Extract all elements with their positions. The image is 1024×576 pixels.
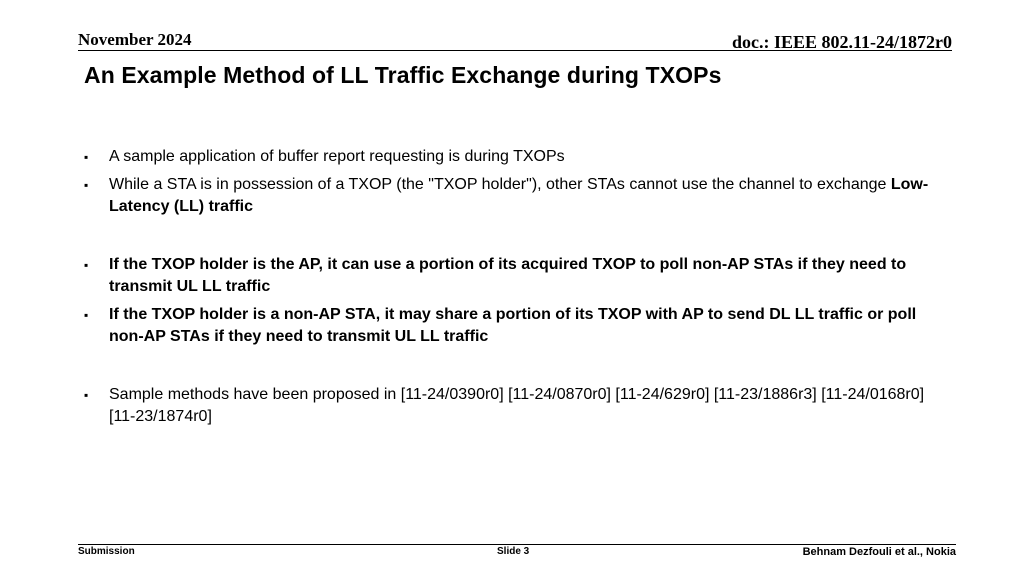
header-date: November 2024 (78, 30, 192, 49)
bullet-item (84, 384, 934, 428)
footer-authors: Behnam Dezfouli et al., Nokia (802, 546, 956, 558)
slide-title: An Example Method of LL Traffic Exchange during TXOPs (84, 62, 722, 88)
footer-divider (78, 544, 956, 545)
bullet-item (84, 254, 934, 298)
bullet-text: Sample methods have been proposed in [11-24/0390r0] [11-24/0870r0] [11-24/629r0] [11-23/1886r3] [11-24/0168r0] [11-23/1874r0] (109, 386, 925, 425)
bullet-marker: ▪ (84, 308, 89, 322)
bullet-text: A sample application of buffer report requesting is during TXOPs (109, 148, 565, 165)
slide-body (84, 146, 934, 428)
bullet-item (84, 304, 934, 348)
bullet-marker: ▪ (84, 258, 89, 272)
bullet-marker: ▪ (84, 150, 89, 164)
bullet-text: While a STA is in possession of a TXOP (the "TXOP holder"), other STAs cannot use the channel to exchange (109, 176, 891, 193)
footer-submission: Submission (78, 546, 135, 557)
bullet-text: If the TXOP holder is the AP, it can use a portion of its acquired TXOP to poll non-AP STAs if they need to transmit UL LL traffic (109, 256, 907, 295)
footer-slide-number: Slide 3 (497, 546, 530, 557)
header-divider (78, 50, 952, 51)
header-doc-id: doc.: IEEE 802.11-24/1872r0 (731, 32, 952, 52)
bullet-item (84, 174, 934, 218)
bullet-text: If the TXOP holder is a non-AP STA, it may share a portion of its TXOP with AP to send DL LL traffic or poll non-AP STAs if they need to transmit UL LL traffic (109, 306, 917, 345)
bullet-item (84, 146, 934, 168)
bullet-marker: ▪ (84, 388, 89, 402)
bullet-bold-text: Low-Latency (LL) traffic (109, 176, 929, 215)
bullet-marker: ▪ (84, 178, 89, 192)
